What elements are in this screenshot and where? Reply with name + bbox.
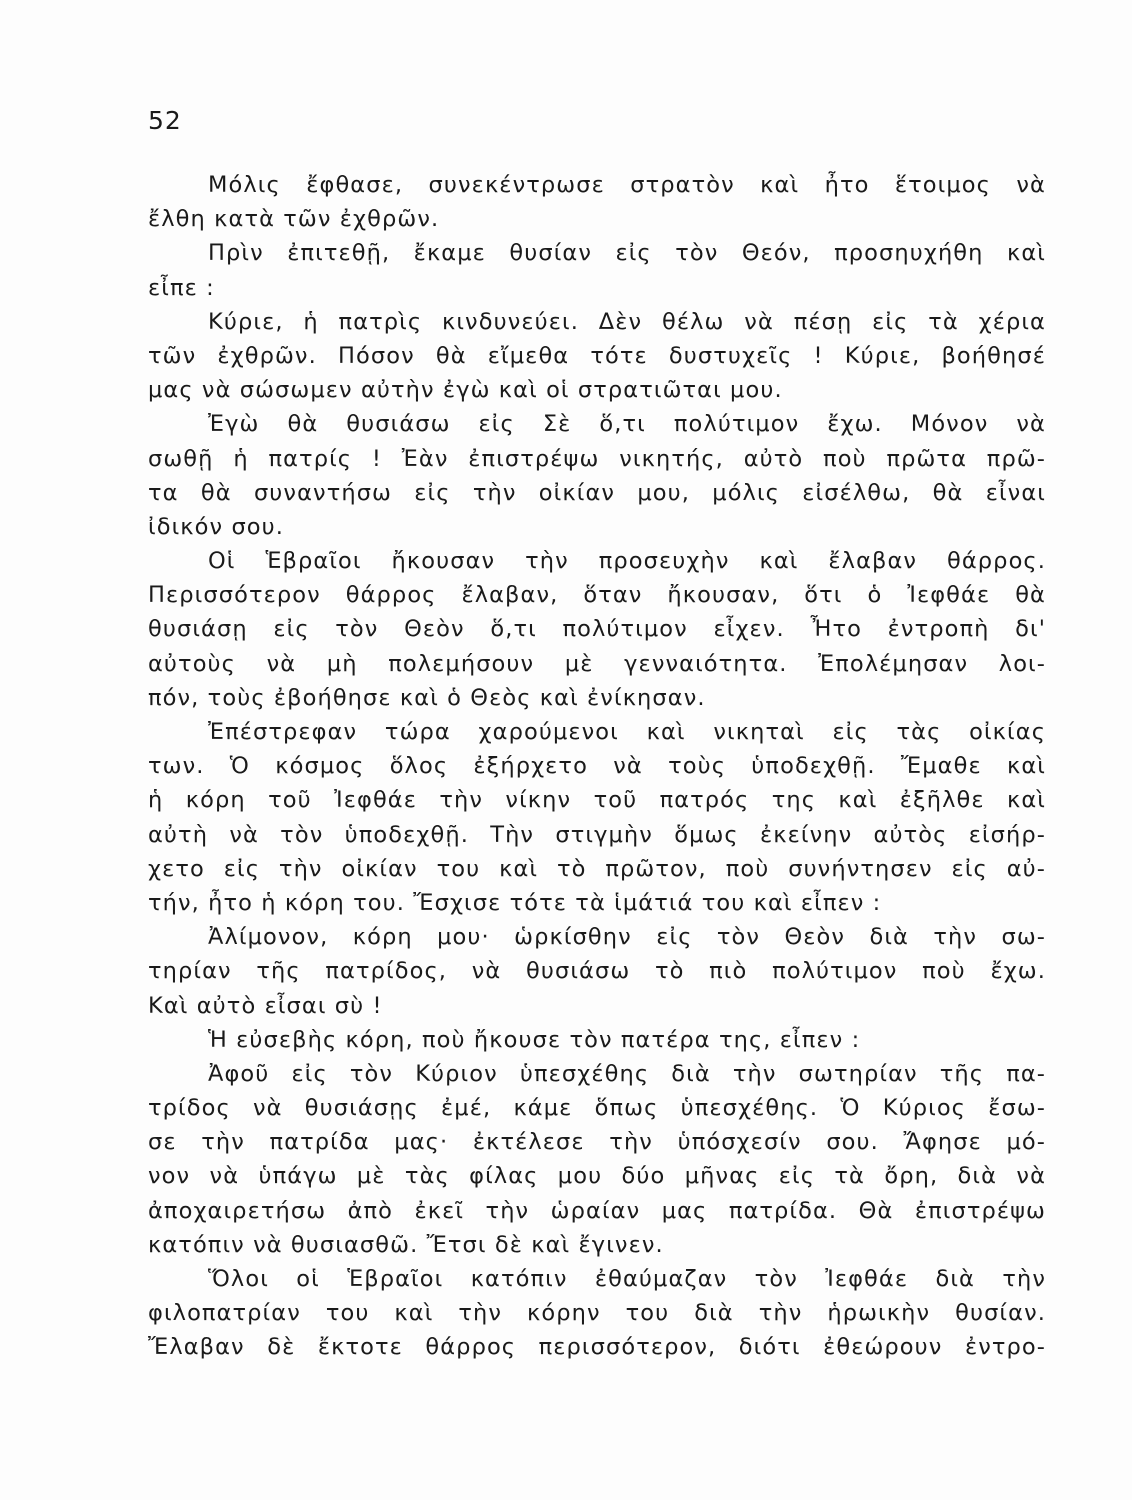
text-line: Μόλις ἔφθασε, συνεκέντρωσε στρατὸν καὶ ἦτο ἕτοιμος νὰ [208, 172, 1046, 198]
text-line: κατόπιν νὰ θυσιασθῶ. Ἔτσι δὲ καὶ ἔγινεν. [148, 1231, 664, 1258]
text-line: αὐτοὺς νὰ μὴ πολεμήσουν μὲ γενναιότητα. Ἐπολέμησαν λοι- [148, 650, 1046, 677]
text-line: νον νὰ ὑπάγω μὲ τὰς φίλας μου δύο μῆνας εἰς τὰ ὄρη, διὰ νὰ [148, 1163, 1046, 1190]
text-line: τῶν ἐχθρῶν. Πόσον θὰ εἴμεθα τότε δυστυχεῖς ! Κύριε, βοήθησέ [148, 342, 1046, 369]
text-line: αὐτὴ νὰ τὸν ὑποδεχθῇ. Τὴν στιγμὴν ὅμως ἐκείνην αὐτὸς εἰσήρ- [148, 821, 1046, 848]
text-line: ἰδικόν σου. [148, 513, 285, 540]
text-line: τα θὰ συναντήσω εἰς τὴν οἰκίαν μου, μόλις εἰσέλθω, θὰ εἶναι [148, 479, 1046, 506]
text-line: Ὅλοι οἱ Ἑβραῖοι κατόπιν ἐθαύμαζαν τὸν Ἰεφθάε διὰ τὴν [208, 1266, 1046, 1292]
text-line: Ἡ εὐσεβὴς κόρη, ποὺ ἤκουσε τὸν πατέρα της, εἶπεν : [208, 1026, 861, 1053]
body-text [148, 168, 1046, 1365]
page-number: 52 [148, 106, 182, 135]
text-line: Ἔλαβαν δὲ ἔκτοτε θάρρος περισσότερον, διότι ἐθεώρουν ἐντρο- [148, 1334, 1046, 1361]
text-line: ἔλθη κατὰ τῶν ἐχθρῶν. [148, 206, 440, 233]
text-line: σε τὴν πατρίδα μας· ἐκτέλεσε τὴν ὑπόσχεσίν σου. Ἄφησε μό- [148, 1129, 1046, 1156]
text-line: φιλοπατρίαν του καὶ τὴν κόρην του διὰ τὴν ἡρωικὴν θυσίαν. [148, 1300, 1046, 1327]
text-line: Κύριε, ἡ πατρὶς κινδυνεύει. Δὲν θέλω νὰ πέσῃ εἰς τὰ χέρια [208, 308, 1046, 335]
text-line: Οἱ Ἑβραῖοι ἤκουσαν τὴν προσευχὴν καὶ ἔλαβαν θάρρος. [208, 548, 1046, 575]
text-line: τρίδος νὰ θυσιάσῃς ἐμέ, κάμε ὅπως ὑπεσχέθης. Ὁ Κύριος ἔσω- [148, 1095, 1046, 1122]
text-line: Πρὶν ἐπιτεθῇ, ἔκαμε θυσίαν εἰς τὸν Θεόν, προσηυχήθη καὶ [208, 240, 1046, 267]
text-line: σωθῇ ἡ πατρίς ! Ἐὰν ἐπιστρέψω νικητής, αὐτὸ ποὺ πρῶτα πρῶ- [148, 445, 1046, 472]
text-line: τηρίαν τῆς πατρίδος, νὰ θυσιάσω τὸ πιὸ πολύτιμον ποὺ ἔχω. [148, 958, 1046, 985]
text-line: ἡ κόρη τοῦ Ἰεφθάε τὴν νίκην τοῦ πατρός της καὶ ἐξῆλθε καὶ [148, 787, 1046, 814]
text-line: Ἐγὼ θὰ θυσιάσω εἰς Σὲ ὅ,τι πολύτιμον ἔχω. Μόνον νὰ [208, 411, 1046, 438]
text-line: ἀποχαιρετήσω ἀπὸ ἐκεῖ τὴν ὡραίαν μας πατρίδα. Θὰ ἐπιστρέψω [148, 1197, 1046, 1224]
text-line: χετο εἰς τὴν οἰκίαν του καὶ τὸ πρῶτον, ποὺ συνήντησεν εἰς αὐ- [148, 855, 1046, 882]
text-line: θυσιάσῃ εἰς τὸν Θεὸν ὅ,τι πολύτιμον εἶχεν. Ἦτο ἐντροπὴ δι' [148, 616, 1046, 643]
text-line: Ἀλίμονον, κόρη μου· ὡρκίσθην εἰς τὸν Θεὸν διὰ τὴν σω- [208, 924, 1046, 951]
text-line: μας νὰ σώσωμεν αὐτὴν ἐγὼ καὶ οἱ στρατιῶται μου. [148, 377, 783, 404]
text-line: Περισσότερον θάρρος ἔλαβαν, ὅταν ἤκουσαν, ὅτι ὁ Ἰεφθάε θὰ [148, 582, 1046, 609]
text-line: Ἐπέστρεφαν τώρα χαρούμενοι καὶ νικηταὶ εἰς τὰς οἰκίας [208, 719, 1046, 745]
text-line: Ἀφοῦ εἰς τὸν Κύριον ὑπεσχέθης διὰ τὴν σωτηρίαν τῆς πα- [208, 1060, 1046, 1087]
text-line: τήν, ἦτο ἡ κόρη του. Ἔσχισε τότε τὰ ἱμάτιά του καὶ εἶπεν : [148, 889, 882, 916]
text-line: των. Ὁ κόσμος ὅλος ἐξήρχετο νὰ τοὺς ὑποδεχθῇ. Ἔμαθε καὶ [148, 753, 1046, 780]
text-line: Καὶ αὐτὸ εἶσαι σὺ ! [148, 992, 383, 1019]
text-line: πόν, τοὺς ἐβοήθησε καὶ ὁ Θεὸς καὶ ἐνίκησαν. [148, 684, 706, 711]
text-line: εἶπε : [148, 274, 215, 301]
